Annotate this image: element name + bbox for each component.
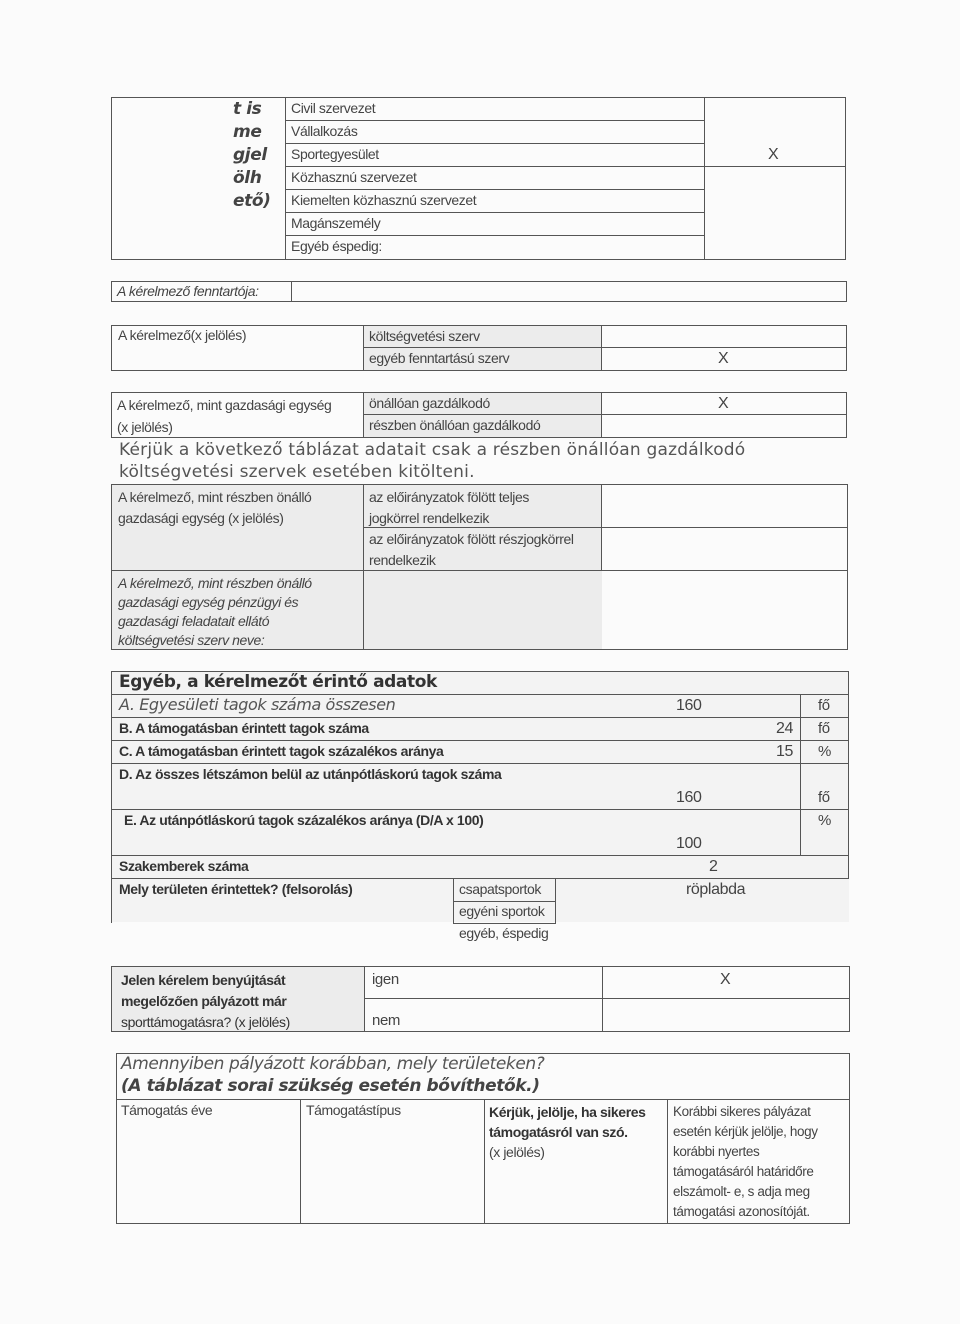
option-company[interactable]: Vállalkozás <box>291 123 358 139</box>
other-data-title: Egyéb, a kérelmezőt érintő adatok <box>119 672 437 692</box>
applicant-type-label-3: gjel <box>233 145 267 165</box>
col-successful-3: (x jelölés) <box>489 1144 545 1160</box>
row-d-unit: fő <box>818 789 830 806</box>
applicant-type-label-4: ölh <box>233 168 262 188</box>
option-other-maintained[interactable]: egyéb fenntartású szerv <box>369 350 510 366</box>
row-d-value[interactable]: 160 <box>676 789 702 806</box>
previous-mark[interactable]: X <box>720 971 731 988</box>
maintainer-field[interactable] <box>293 283 845 300</box>
option-no[interactable]: nem <box>372 1012 400 1029</box>
option-other-sports[interactable]: egyéb, éspedig <box>459 925 549 941</box>
previous-label-1: Jelen kérelem benyújtását <box>121 972 286 988</box>
option-full-authority[interactable] <box>369 487 529 529</box>
experts-label: Szakemberek száma <box>119 858 249 874</box>
previous-label-2: megelőzően pályázott már <box>121 993 287 1009</box>
applicant-type-mark[interactable]: X <box>768 146 779 163</box>
row-e-label: E. Az utánpótláskorú tagok százalékos aránya (D/A x 100) <box>124 812 484 828</box>
finance-body-name-field[interactable] <box>365 572 846 648</box>
applicant-kind-mark[interactable]: X <box>718 350 729 367</box>
row-e-unit: % <box>818 812 831 829</box>
notice-line-1: Kérjük a következő táblázat adatait csak a részben önállóan gazdálkodó <box>119 440 746 460</box>
finance-label-2: gazdasági egység pénzügyi és <box>118 594 299 610</box>
col-successful-1: Kérjük, jelölje, ha sikeres <box>489 1104 646 1120</box>
option-individual-sports[interactable]: egyéni sportok <box>459 903 545 919</box>
row-c-unit: % <box>818 743 831 760</box>
partial-unit-label-1: A kérelmező, mint részben önálló <box>118 489 312 505</box>
row-c-label: C. A támogatásban érintett tagok százalékos aránya <box>119 743 444 759</box>
finance-label-3: gazdasági feladatait ellátó <box>118 613 270 629</box>
row-b-unit: fő <box>818 720 830 737</box>
partial-unit-label-2: gazdasági egység (x jelölés) <box>118 510 284 526</box>
col-successful-2: támogatásról van szó. <box>489 1124 628 1140</box>
option-prominent-public-benefit[interactable]: Kiemelten közhasznú szervezet <box>291 192 477 208</box>
history-title-2: (A táblázat sorai szükség esetén bővíthetők.) <box>121 1076 540 1096</box>
areas-label: Mely területen érintettek? (felsorolás) <box>119 881 353 897</box>
col-prior-3: korábbi nyertes <box>673 1144 760 1159</box>
economic-unit-label-2: (x jelölés) <box>117 419 173 435</box>
option-civil[interactable]: Civil szervezet <box>291 100 376 116</box>
full-authority-line-1: az előirányzatok fölött teljes <box>369 489 529 505</box>
option-private-person[interactable]: Magánszemély <box>291 215 381 231</box>
economic-unit-label-1: A kérelmező, mint gazdasági egység <box>117 397 332 413</box>
row-c-value[interactable]: 15 <box>776 743 793 760</box>
applicant-type-label-2: me <box>233 122 262 142</box>
option-other[interactable]: Egyéb éspedig: <box>291 238 382 254</box>
applicant-kind-label: A kérelmező(x jelölés) <box>118 327 247 343</box>
applicant-type-label-5: ető) <box>233 191 271 211</box>
row-e-value[interactable]: 100 <box>676 835 702 852</box>
col-prior-6: támogatási azonosítóját. <box>673 1204 810 1219</box>
finance-label-1: A kérelmező, mint részben önálló <box>118 575 312 591</box>
col-support-year: Támogatás éve <box>121 1102 213 1118</box>
row-b-value[interactable]: 24 <box>776 720 793 737</box>
option-yes[interactable]: igen <box>372 971 399 988</box>
col-support-type: Támogatástípus <box>306 1102 401 1118</box>
option-partially-independent[interactable]: részben önállóan gazdálkodó <box>369 417 541 433</box>
col-prior-2: esetén kérjük jelölje, hogy <box>673 1124 818 1139</box>
row-a-unit: fő <box>818 697 830 714</box>
row-a-label: A. Egyesületi tagok száma összesen <box>119 695 396 714</box>
partial-authority-line-2: rendelkezik <box>369 552 436 568</box>
row-a-value[interactable]: 160 <box>676 697 702 714</box>
col-prior-4: támogatásáról határidőre <box>673 1164 814 1179</box>
experts-value[interactable]: 2 <box>709 858 718 875</box>
row-b-label: B. A támogatásban érintett tagok száma <box>119 720 369 736</box>
history-title-1: Amennyiben pályázott korábban, mely területeken? <box>121 1054 545 1074</box>
areas-value[interactable]: röplabda <box>686 881 746 898</box>
notice-line-2: költségvetési szervek esetében kitölteni. <box>119 462 475 482</box>
option-sports-club[interactable]: Sportegyesület <box>291 146 379 162</box>
option-team-sports[interactable]: csapatsportok <box>459 881 541 897</box>
partial-authority-line-1: az előirányzatok fölött részjogkörrel <box>369 531 574 547</box>
option-independent[interactable]: önállóan gazdálkodó <box>369 395 490 411</box>
previous-label-3: sporttámogatásra? (x jelölés) <box>121 1014 290 1030</box>
option-budget-body[interactable]: költségvetési szerv <box>369 328 480 344</box>
applicant-type-label-1: t is <box>233 99 262 119</box>
row-d-label: D. Az összes létszámon belül az utánpótláskorú tagok száma <box>119 766 502 782</box>
option-partial-authority[interactable] <box>369 529 574 571</box>
finance-label-4: költségvetési szerv neve: <box>118 632 265 648</box>
col-prior-5: elszámolt- e, s adja meg <box>673 1184 810 1199</box>
col-prior-1: Korábbi sikeres pályázat <box>673 1104 811 1119</box>
option-public-benefit[interactable]: Közhasznú szervezet <box>291 169 417 185</box>
economic-unit-mark[interactable]: X <box>718 395 729 412</box>
full-authority-line-2: jogkörrel rendelkezik <box>369 510 489 526</box>
maintainer-label: A kérelmező fenntartója: <box>117 283 259 299</box>
